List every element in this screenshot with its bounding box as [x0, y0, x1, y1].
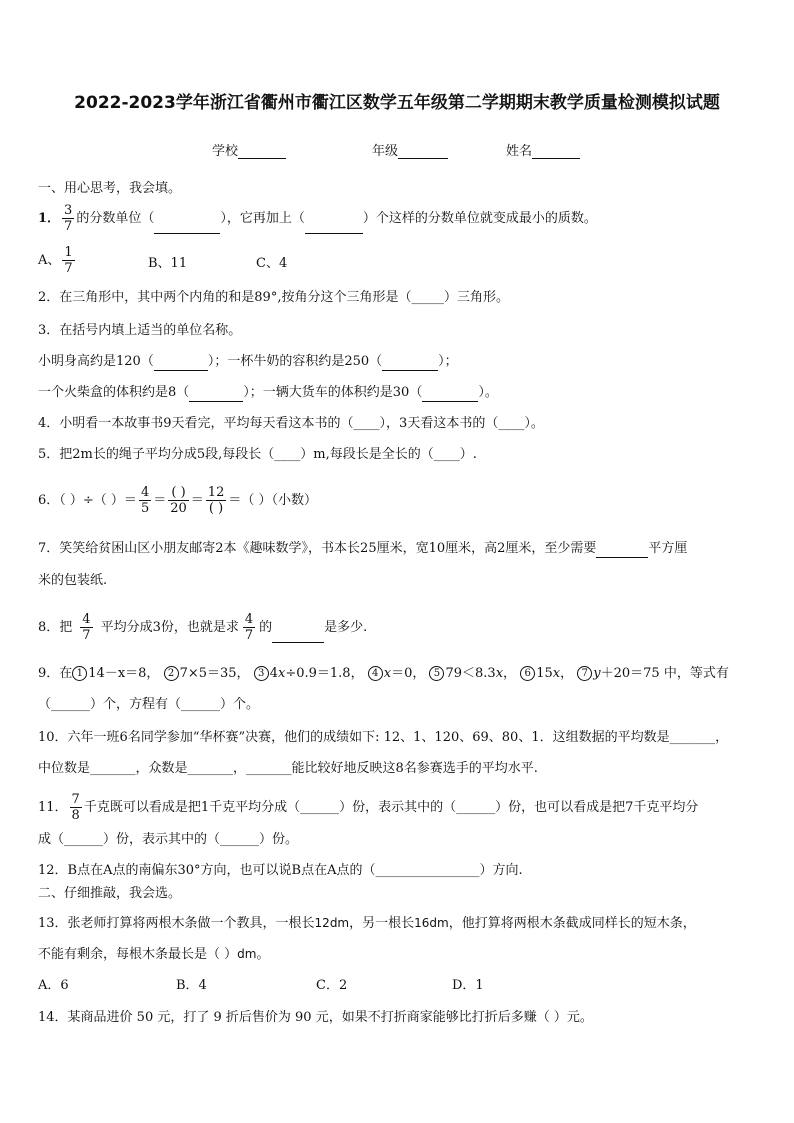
q6-tail: ＝（ ）（小数）: [228, 493, 317, 508]
question-13-line-2: [38, 945, 269, 964]
section-1-heading: 一、用心思考，我会填。: [38, 181, 182, 196]
q13-l2a: 不能有剩余，每根木条最长是（ ）: [38, 947, 238, 962]
q1-option-b[interactable]: B、11: [148, 256, 188, 271]
q9-circle-3: 3: [254, 666, 269, 681]
q13-len-2: 16dm: [414, 916, 449, 930]
q6-fraction-3[interactable]: [206, 485, 227, 516]
question-10-line-2: 中位数是_______，众数是_______，_______能比较好地反映这8名参赛选手的平均水平.: [38, 761, 538, 776]
q7-blank[interactable]: [596, 543, 648, 558]
question-3-line-2: [38, 384, 498, 402]
question-9-line-1: [38, 665, 729, 683]
q9-expr-6a: 15: [536, 666, 553, 681]
q7-l1b: 平方厘: [648, 541, 688, 556]
question-7-line-1: [38, 540, 687, 558]
q1-option-c[interactable]: C、4: [256, 256, 288, 271]
name-label: 姓名: [506, 144, 533, 159]
q13-len-1: 12dm: [314, 916, 350, 930]
q9-expr-6b: ，: [560, 666, 574, 681]
q9-expr-3a: 4: [269, 666, 278, 681]
q8-f2-num: 4: [244, 612, 254, 627]
q6-f3-num: 12: [207, 485, 225, 500]
q9-tail: 中，等式有: [663, 666, 729, 681]
q9-expr-5b: ，: [503, 666, 517, 681]
q1-option-a[interactable]: [38, 245, 77, 276]
q6-f2-num: ( ): [168, 485, 189, 501]
question-4: 4．小明看一本故事书9天看完，平均每天看这本书的（____），3天看这本书的（____）。: [38, 416, 544, 431]
question-7-line-2: 米的包装纸.: [38, 573, 108, 588]
q13-l1a: 13．张老师打算将两根木条做一个教具，一根长: [38, 916, 315, 931]
question-8: [38, 612, 367, 643]
q1-opta-den: 7: [64, 261, 73, 276]
q11-den: 8: [71, 808, 80, 823]
q8-d: 是多少.: [324, 620, 368, 635]
section-2-heading: 二、仔细推敲，我会选。: [38, 886, 182, 901]
question-5: 5．把2m长的绳子平均分成5段,每段长（____）m,每段长是全长的（____）.: [38, 447, 477, 462]
q3-blank-1[interactable]: [154, 356, 208, 371]
q9-circle-1: 1: [72, 666, 87, 681]
q1-option-a-fraction: [62, 245, 74, 276]
q1-fraction: [62, 203, 74, 234]
q9-expr-3b: ÷0.9＝1.8，: [285, 666, 364, 681]
q6-lead: 6．（ ）÷（ ）＝: [38, 493, 137, 508]
name-blank[interactable]: [532, 144, 580, 159]
q3-blank-3[interactable]: [189, 387, 243, 402]
q9-expr-1: 14－x＝8，: [88, 666, 160, 681]
q9-expr-7y: y: [593, 666, 601, 681]
q1-option-a-label: A、: [38, 253, 61, 268]
school-label: 学校: [212, 144, 239, 159]
q11-lead: 11．: [38, 800, 68, 815]
q8-b: 平均分成3份，也就是求: [100, 620, 239, 635]
q8-fraction-2: [243, 612, 255, 643]
grade-field[interactable]: [372, 140, 448, 159]
q9-circle-6: 6: [520, 666, 535, 681]
q9-expr-2: 7×5＝35，: [179, 666, 250, 681]
q1-blank-1[interactable]: [154, 219, 220, 234]
q3-l2c: ）。: [478, 385, 498, 400]
grade-blank[interactable]: [398, 144, 448, 159]
q6-f2-den: 20: [170, 501, 187, 516]
page-title: 2022-2023学年浙江省衢州市衢江区数学五年级第二学期期末教学质量检测模拟试题: [74, 93, 720, 113]
question-13-line-1: [38, 914, 696, 933]
question-9-line-2: （______）个，方程有（______）个。: [38, 697, 260, 712]
question-14: 14．某商品进价 50 元，打了 9 折后售价为 90 元，如果不打折商家能够比打折后多赚（ ）元。: [38, 1010, 593, 1025]
q11-text: 千克既可以看成是把1千克平均分成（______）份，表示其中的（______）份，也可以看成是把7千克平均分: [83, 800, 699, 815]
q3-l2b: ）；一辆大货车的体积约是30（: [243, 385, 423, 400]
question-1: [38, 203, 597, 234]
q3-l1a: 小明身高约是120（: [38, 354, 154, 369]
q6-eq-1: ＝: [153, 493, 167, 508]
q6-eq-2: ＝: [190, 493, 204, 508]
q1-text-b: ），它再加上（: [220, 211, 305, 226]
q1-number: 1．: [38, 211, 61, 226]
q9-expr-4b: ＝0，: [391, 666, 426, 681]
q9-lead: 9．在: [38, 666, 73, 681]
question-12: 12．B点在A点的南偏东30°方向，也可以说B点在A点的（________________）方向.: [38, 863, 523, 878]
q13-unit: dm: [237, 947, 257, 961]
q9-circle-2: 2: [164, 666, 179, 681]
school-field[interactable]: [212, 140, 286, 159]
q13-l2b: 。: [256, 947, 270, 962]
q13-option-a[interactable]: A．6: [38, 978, 69, 993]
q3-l1b: ）；一杯牛奶的容积约是250（: [207, 354, 383, 369]
q11-fraction: [70, 792, 82, 823]
q9-expr-5x: x: [495, 666, 504, 681]
q9-circle-5: 5: [429, 666, 444, 681]
q3-l2a: 一个火柴盒的体积约是8（: [38, 385, 190, 400]
q6-fraction-2[interactable]: [168, 485, 189, 516]
q8-a: 8．把: [38, 620, 73, 635]
q9-expr-7b: ＋20＝75: [600, 666, 660, 681]
q8-f2-den: 7: [244, 628, 254, 643]
q9-expr-3x: x: [277, 666, 286, 681]
q6-f1-den: 5: [140, 501, 150, 516]
q13-l1c: ，他打算将两根木条截成同样长的短木条，: [448, 916, 696, 931]
question-11-line-1: [38, 792, 698, 823]
q7-l1: 7．笑笑给贫困山区小朋友邮寄2本《趣味数学》，书本长25厘米，宽10厘米，高2厘米，至少需要: [38, 541, 597, 556]
q1-frac-den: 7: [64, 219, 73, 234]
q3-blank-4[interactable]: [422, 387, 478, 402]
q11-num: 7: [71, 792, 80, 807]
q1-opta-num: 1: [64, 245, 73, 260]
q6-fraction-1: [139, 485, 151, 516]
question-2: 2．在三角形中，其中两个内角的和是89°,按角分这个三角形是（_____）三角形。: [38, 290, 509, 305]
question-6: [38, 485, 317, 516]
question-10-line-1: 10．六年一班6名同学参加“华杯赛”决赛，他们的成绩如下: 12、1、120、69、80、1．这组数据的平均数是_______，: [38, 730, 729, 745]
q13-option-d[interactable]: D．1: [452, 978, 484, 993]
q6-f3-den: ( ): [208, 501, 224, 516]
question-3-heading: 3．在括号内填上适当的单位名称。: [38, 323, 242, 338]
q8-f1-den: 7: [82, 628, 91, 643]
q13-l1b: ，另一根长: [349, 916, 415, 931]
q8-c: 的: [259, 620, 273, 635]
q8-fraction-1: [80, 612, 92, 643]
q3-blank-2[interactable]: [382, 356, 438, 371]
q1-text-c: ）个这样的分数单位就变成最小的质数。: [362, 211, 597, 226]
q13-option-c[interactable]: C．2: [316, 978, 348, 993]
q9-circle-4: 4: [368, 666, 383, 681]
question-11-line-2: 成（______）份，表示其中的（______）份。: [38, 832, 299, 847]
q13-option-b[interactable]: B．4: [176, 978, 207, 993]
school-blank[interactable]: [238, 144, 286, 159]
q9-expr-6x: x: [552, 666, 561, 681]
question-3-line-1: [38, 353, 458, 371]
q9-circle-7: 7: [577, 666, 592, 681]
q8-blank[interactable]: [272, 628, 324, 643]
grade-label: 年级: [372, 144, 399, 159]
q3-l1c: ）；: [438, 354, 458, 369]
q6-f1-num: 4: [140, 485, 150, 500]
name-field[interactable]: [506, 140, 580, 159]
q9-expr-5a: 79＜8.3: [445, 666, 496, 681]
q1-frac-num: 3: [64, 203, 73, 218]
q8-f1-num: 4: [82, 612, 91, 627]
q1-blank-2[interactable]: [305, 219, 363, 234]
q1-text-a: 的分数单位（: [76, 211, 155, 226]
q9-expr-4x: x: [383, 666, 392, 681]
